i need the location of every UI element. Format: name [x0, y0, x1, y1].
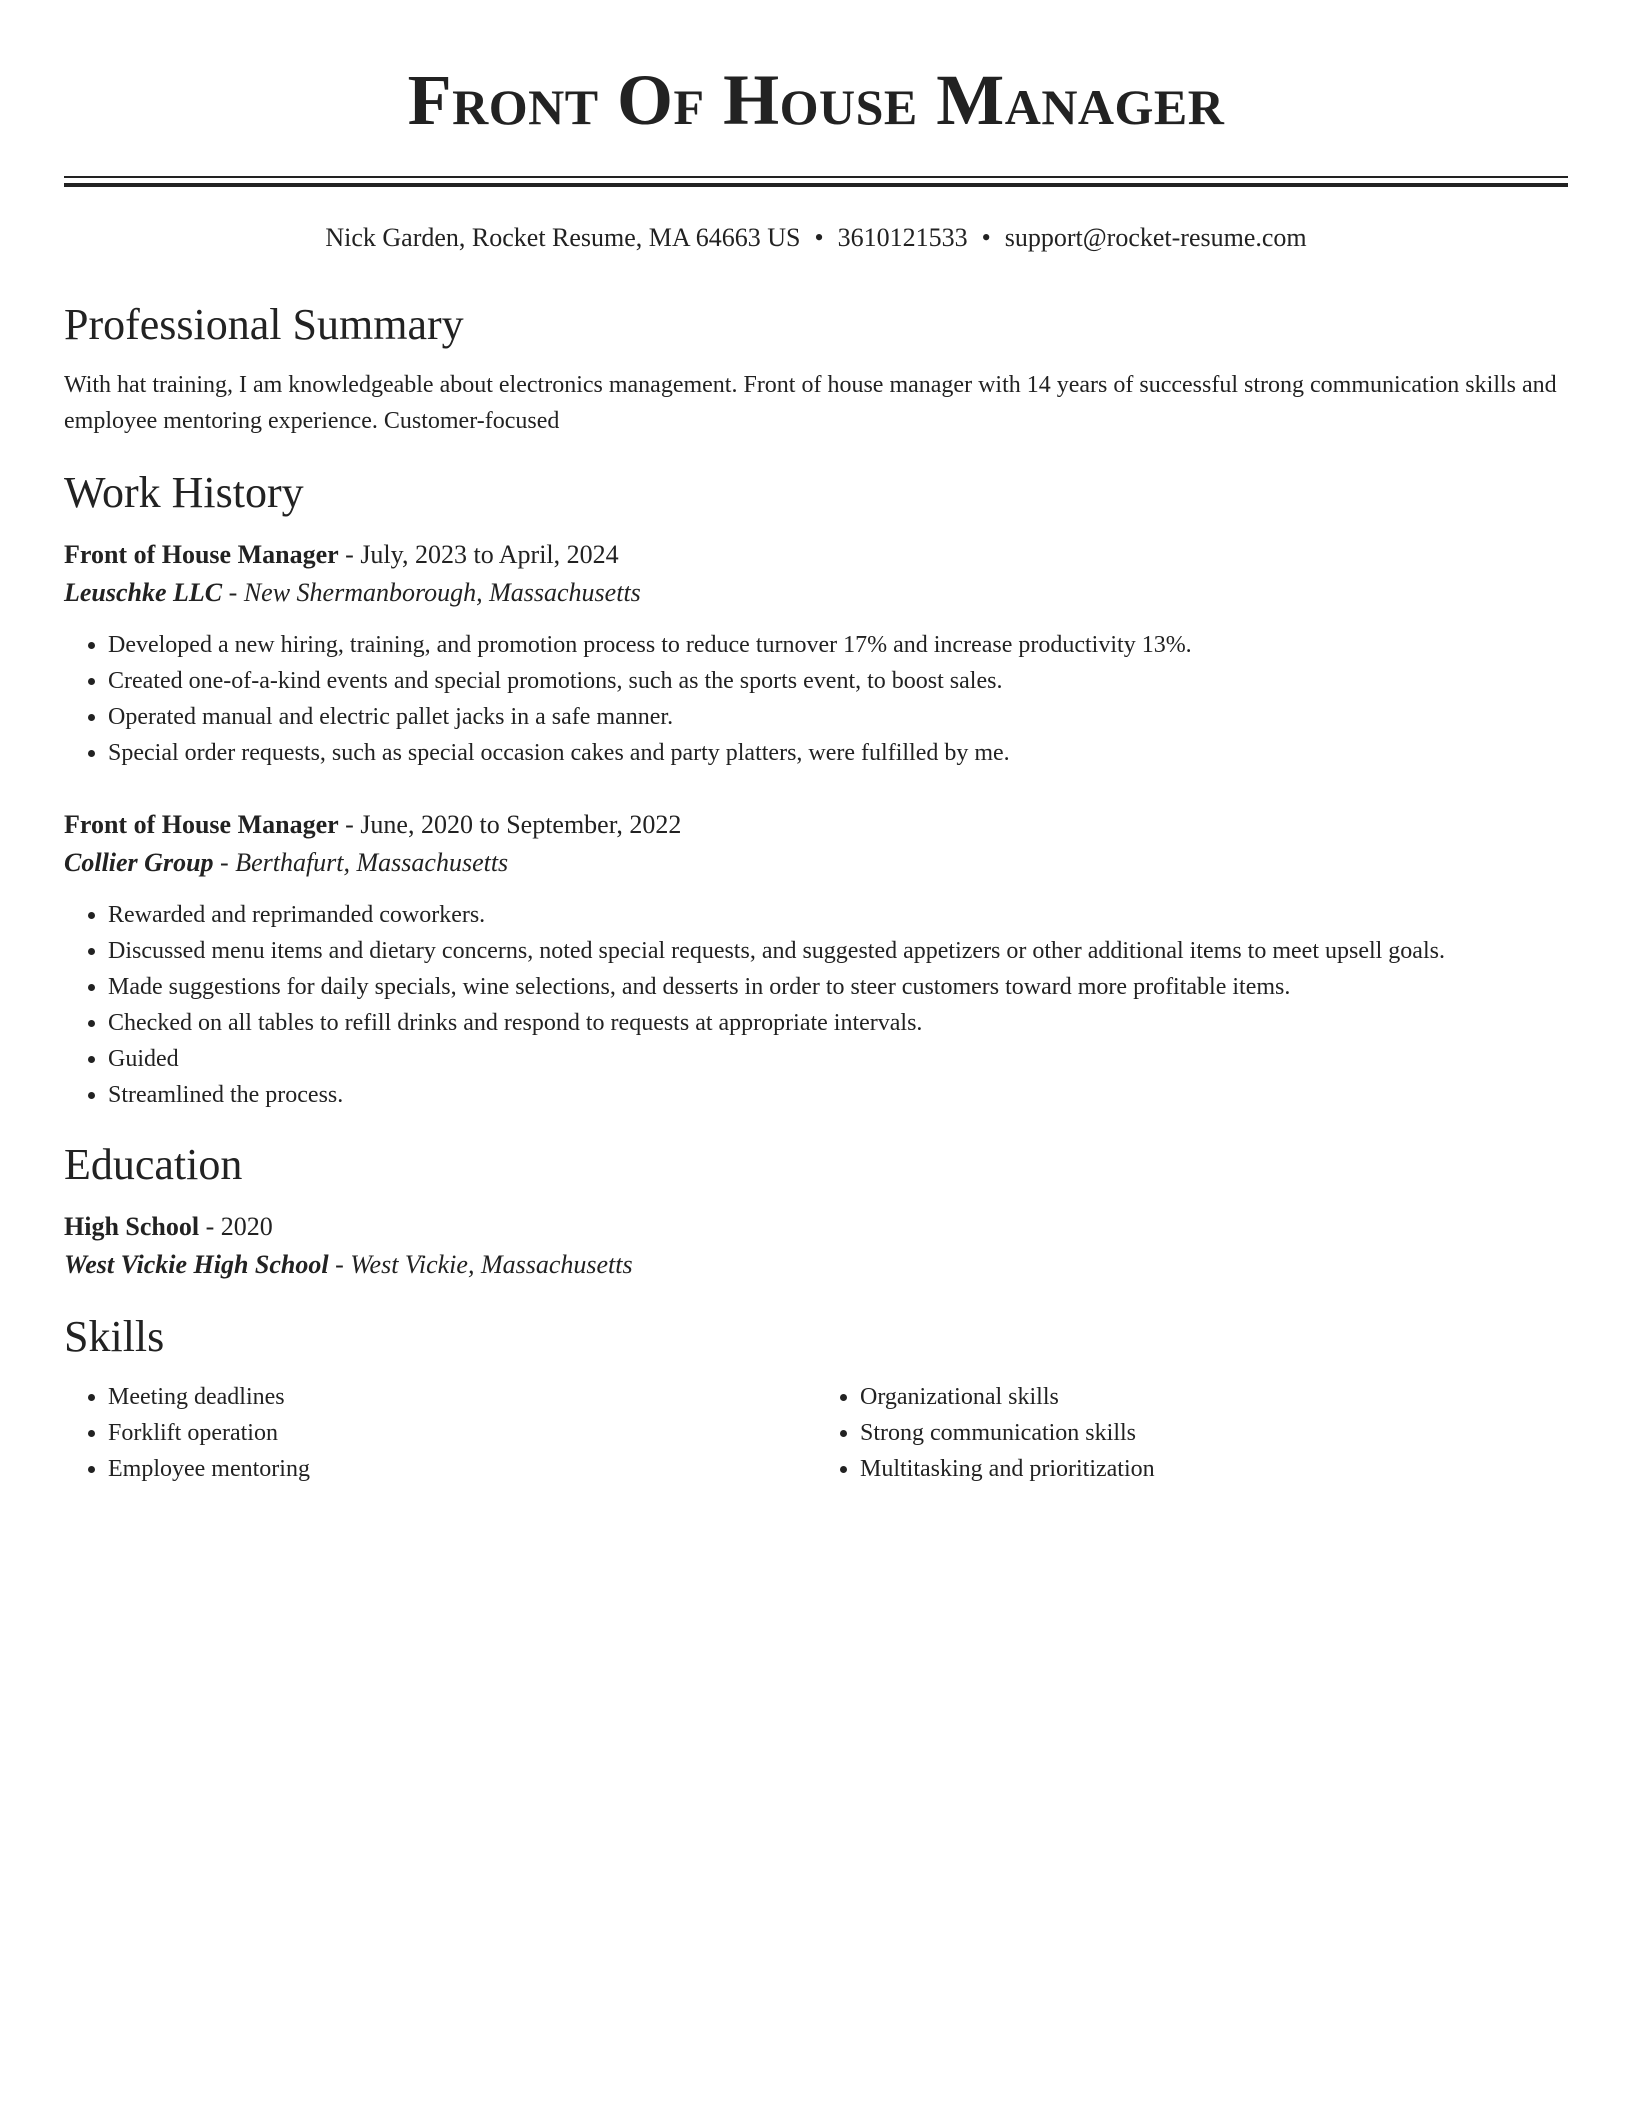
work-history-heading: Work History — [64, 468, 304, 517]
school-line — [64, 1245, 1568, 1285]
education-section — [64, 1137, 1568, 1285]
job-bullets — [64, 627, 1568, 771]
job-dates: - July, 2023 to April, 2024 — [338, 540, 619, 569]
company-location: - New Shermanborough, Massachusetts — [222, 578, 641, 607]
list-item: • Streamlined the process. — [108, 1077, 1568, 1113]
list-item: • Guided — [108, 1041, 1568, 1077]
contact-email[interactable]: support@rocket-resume.com — [1004, 223, 1307, 252]
education-heading: Education — [64, 1140, 243, 1189]
company-location: - Berthafurt, Massachusetts — [213, 848, 509, 877]
list-item: • Rewarded and reprimanded coworkers. — [108, 897, 1568, 933]
contact-separator-2: • — [981, 223, 991, 252]
list-item: • Made suggestions for daily specials, wine selections, and desserts in order to steer customers toward more profitable items. — [108, 969, 1568, 1005]
skills-grid — [64, 1379, 1568, 1487]
skills-column-left — [64, 1379, 816, 1487]
job-dates: - June, 2020 to September, 2022 — [338, 810, 682, 839]
company-name: Leuschke LLC — [64, 578, 223, 607]
list-item: • Developed a new hiring, training, and promotion process to reduce turnover 17% and increase productivity 13%. — [108, 627, 1568, 663]
summary-text: With hat training, I am knowledgeable about electronics management. Front of house manager with 14 years of successful strong communication skills and employee mentoring experience. Customer-focused — [64, 372, 1557, 434]
contact-line — [64, 221, 1568, 255]
list-item: • Employee mentoring — [108, 1451, 816, 1487]
job-title-line — [64, 807, 1568, 843]
list-item: • Strong communication skills — [860, 1415, 1568, 1451]
job-entry-2 — [64, 807, 1568, 1113]
list-item: • Meeting deadlines — [108, 1379, 816, 1415]
degree: High School — [64, 1212, 200, 1241]
list-item: • Checked on all tables to refill drinks and respond to requests at appropriate intervals. — [108, 1005, 1568, 1041]
job-title: Front of House Manager — [64, 810, 339, 839]
school-name: West Vickie High School — [64, 1250, 329, 1279]
skills-column-right — [816, 1379, 1568, 1487]
professional-summary-section — [64, 297, 1568, 439]
summary-heading: Professional Summary — [64, 300, 464, 349]
job-entry-1 — [64, 537, 1568, 771]
contact-phone: 3610121533 — [837, 223, 968, 252]
graduation-year: - 2020 — [199, 1212, 273, 1241]
skills-heading: Skills — [64, 1312, 165, 1361]
list-item: • Organizational skills — [860, 1379, 1568, 1415]
candidate-title: Front Of House Manager — [407, 60, 1225, 140]
job-bullets — [64, 897, 1568, 1113]
education-entry — [64, 1209, 1568, 1285]
school-location: - West Vickie, Massachusetts — [328, 1250, 633, 1279]
list-item: • Special order requests, such as special occasion cakes and party platters, were fulfilled by me. — [108, 735, 1568, 771]
contact-address: Nick Garden, Rocket Resume, MA 64663 US — [325, 223, 801, 252]
company-name: Collier Group — [64, 848, 214, 877]
list-item: • Created one-of-a-kind events and special promotions, such as the sports event, to boost sales. — [108, 663, 1568, 699]
work-history-section — [64, 465, 1568, 1113]
list-item: • Forklift operation — [108, 1415, 816, 1451]
company-line — [64, 843, 1568, 883]
skills-section — [64, 1309, 1568, 1487]
list-item: • Multitasking and prioritization — [860, 1451, 1568, 1487]
contact-separator-1: • — [814, 223, 824, 252]
list-item: • Operated manual and electric pallet jacks in a safe manner. — [108, 699, 1568, 735]
list-item: • Discussed menu items and dietary concerns, noted special requests, and suggested appetizers or other additional items to meet upsell goals. — [108, 933, 1568, 969]
company-line — [64, 573, 1568, 613]
job-title-line — [64, 537, 1568, 573]
job-title: Front of House Manager — [64, 540, 339, 569]
degree-line — [64, 1209, 1568, 1245]
header-double-rule — [64, 176, 1568, 187]
